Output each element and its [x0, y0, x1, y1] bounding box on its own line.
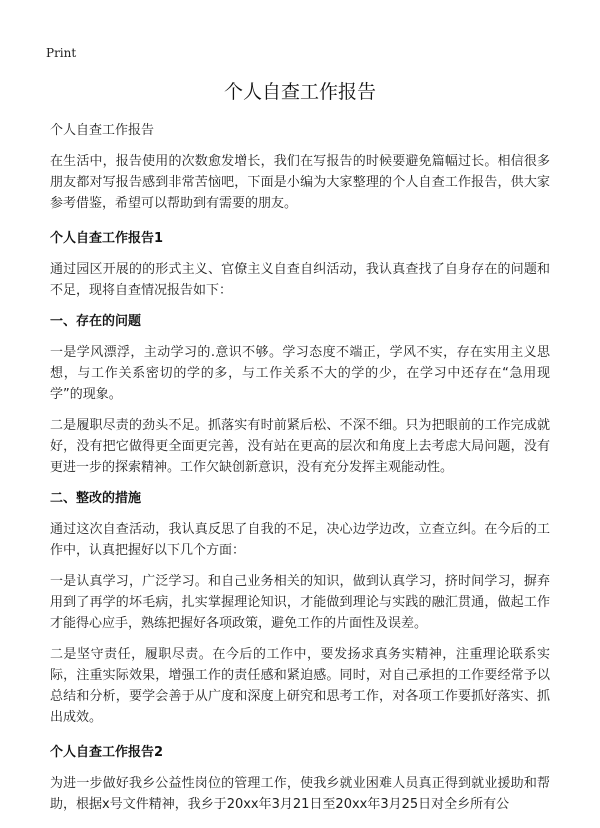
print-link[interactable]: Print — [46, 46, 77, 60]
document-subtitle: 个人自查工作报告 — [50, 123, 155, 138]
document-body — [50, 120, 550, 815]
section2-intro-paragraph: 为进一步做好我乡公益性岗位的管理工作，使我乡就业困难人员真正得到就业援助和帮助，根据x号文件精神，我乡于20xx年3月21日至20xx年3月25日对全乡所有公 — [50, 776, 550, 812]
problem2-paragraph: 二是履职尽责的劲头不足。抓落实有时前紧后松、不深不细。只为把眼前的工作完成就好，没有把它做得更全面更完善，没有站在更高的层次和角度上去考虑大局问题，没有更进一步的探索精神。工作欠缺创新意识，没有充分发挥主观能动性。 — [50, 418, 550, 475]
section1-heading: 个人自查工作报告1 — [50, 231, 164, 246]
measure1-paragraph: 一是认真学习，广泛学习。和自己业务相关的知识，做到认真学习，挤时间学习，摒弃用到了再学的坏毛病，扎实掌握理论知识，才能做到理论与实践的融汇贯通，做起工作才能得心应手，熟练把握好各项政策，避免工作的片面性及误差。 — [50, 574, 550, 631]
measures-heading: 二、整改的措施 — [50, 491, 142, 506]
measures-intro-paragraph: 通过这次自查活动，我认真反思了自我的不足，决心边学边改，立查立纠。在今后的工作中，认真把握好以下几个方面： — [50, 522, 550, 558]
problem1-paragraph: 一是学风漂浮，主动学习的.意识不够。学习态度不端正，学风不实，存在实用主义思想，与工作关系密切的学的多，与工作关系不大的学的少，在学习中还存在“急用现学”的现象。 — [50, 345, 550, 402]
section1-intro-paragraph: 通过园区开展的的形式主义、官僚主义自查自纠活动，我认真查找了自身存在的问题和不足，现将自查情况报告如下： — [50, 262, 550, 298]
section2-heading: 个人自查工作报告2 — [50, 745, 164, 760]
document-title: 个人自查工作报告 — [223, 81, 376, 103]
intro-paragraph: 在生活中，报告使用的次数愈发增长，我们在写报告的时候要避免篇幅过长。相信很多朋友都对写报告感到非常苦恼吧，下面是小编为大家整理的个人自查工作报告，供大家参考借鉴，希望可以帮助到有需要的朋友。 — [50, 154, 550, 211]
problems-heading: 一、存在的问题 — [50, 314, 142, 329]
measure2-paragraph: 二是坚守责任，履职尽责。在今后的工作中，要发扬求真务实精神，注重理论联系实际，注重实际效果，增强工作的责任感和紧迫感。同时，对自己承担的工作要经常予以总结和分析，要学会善于从广度和深度上研究和思考工作，对各项工作要抓好落实、抓出成效。 — [50, 647, 550, 725]
